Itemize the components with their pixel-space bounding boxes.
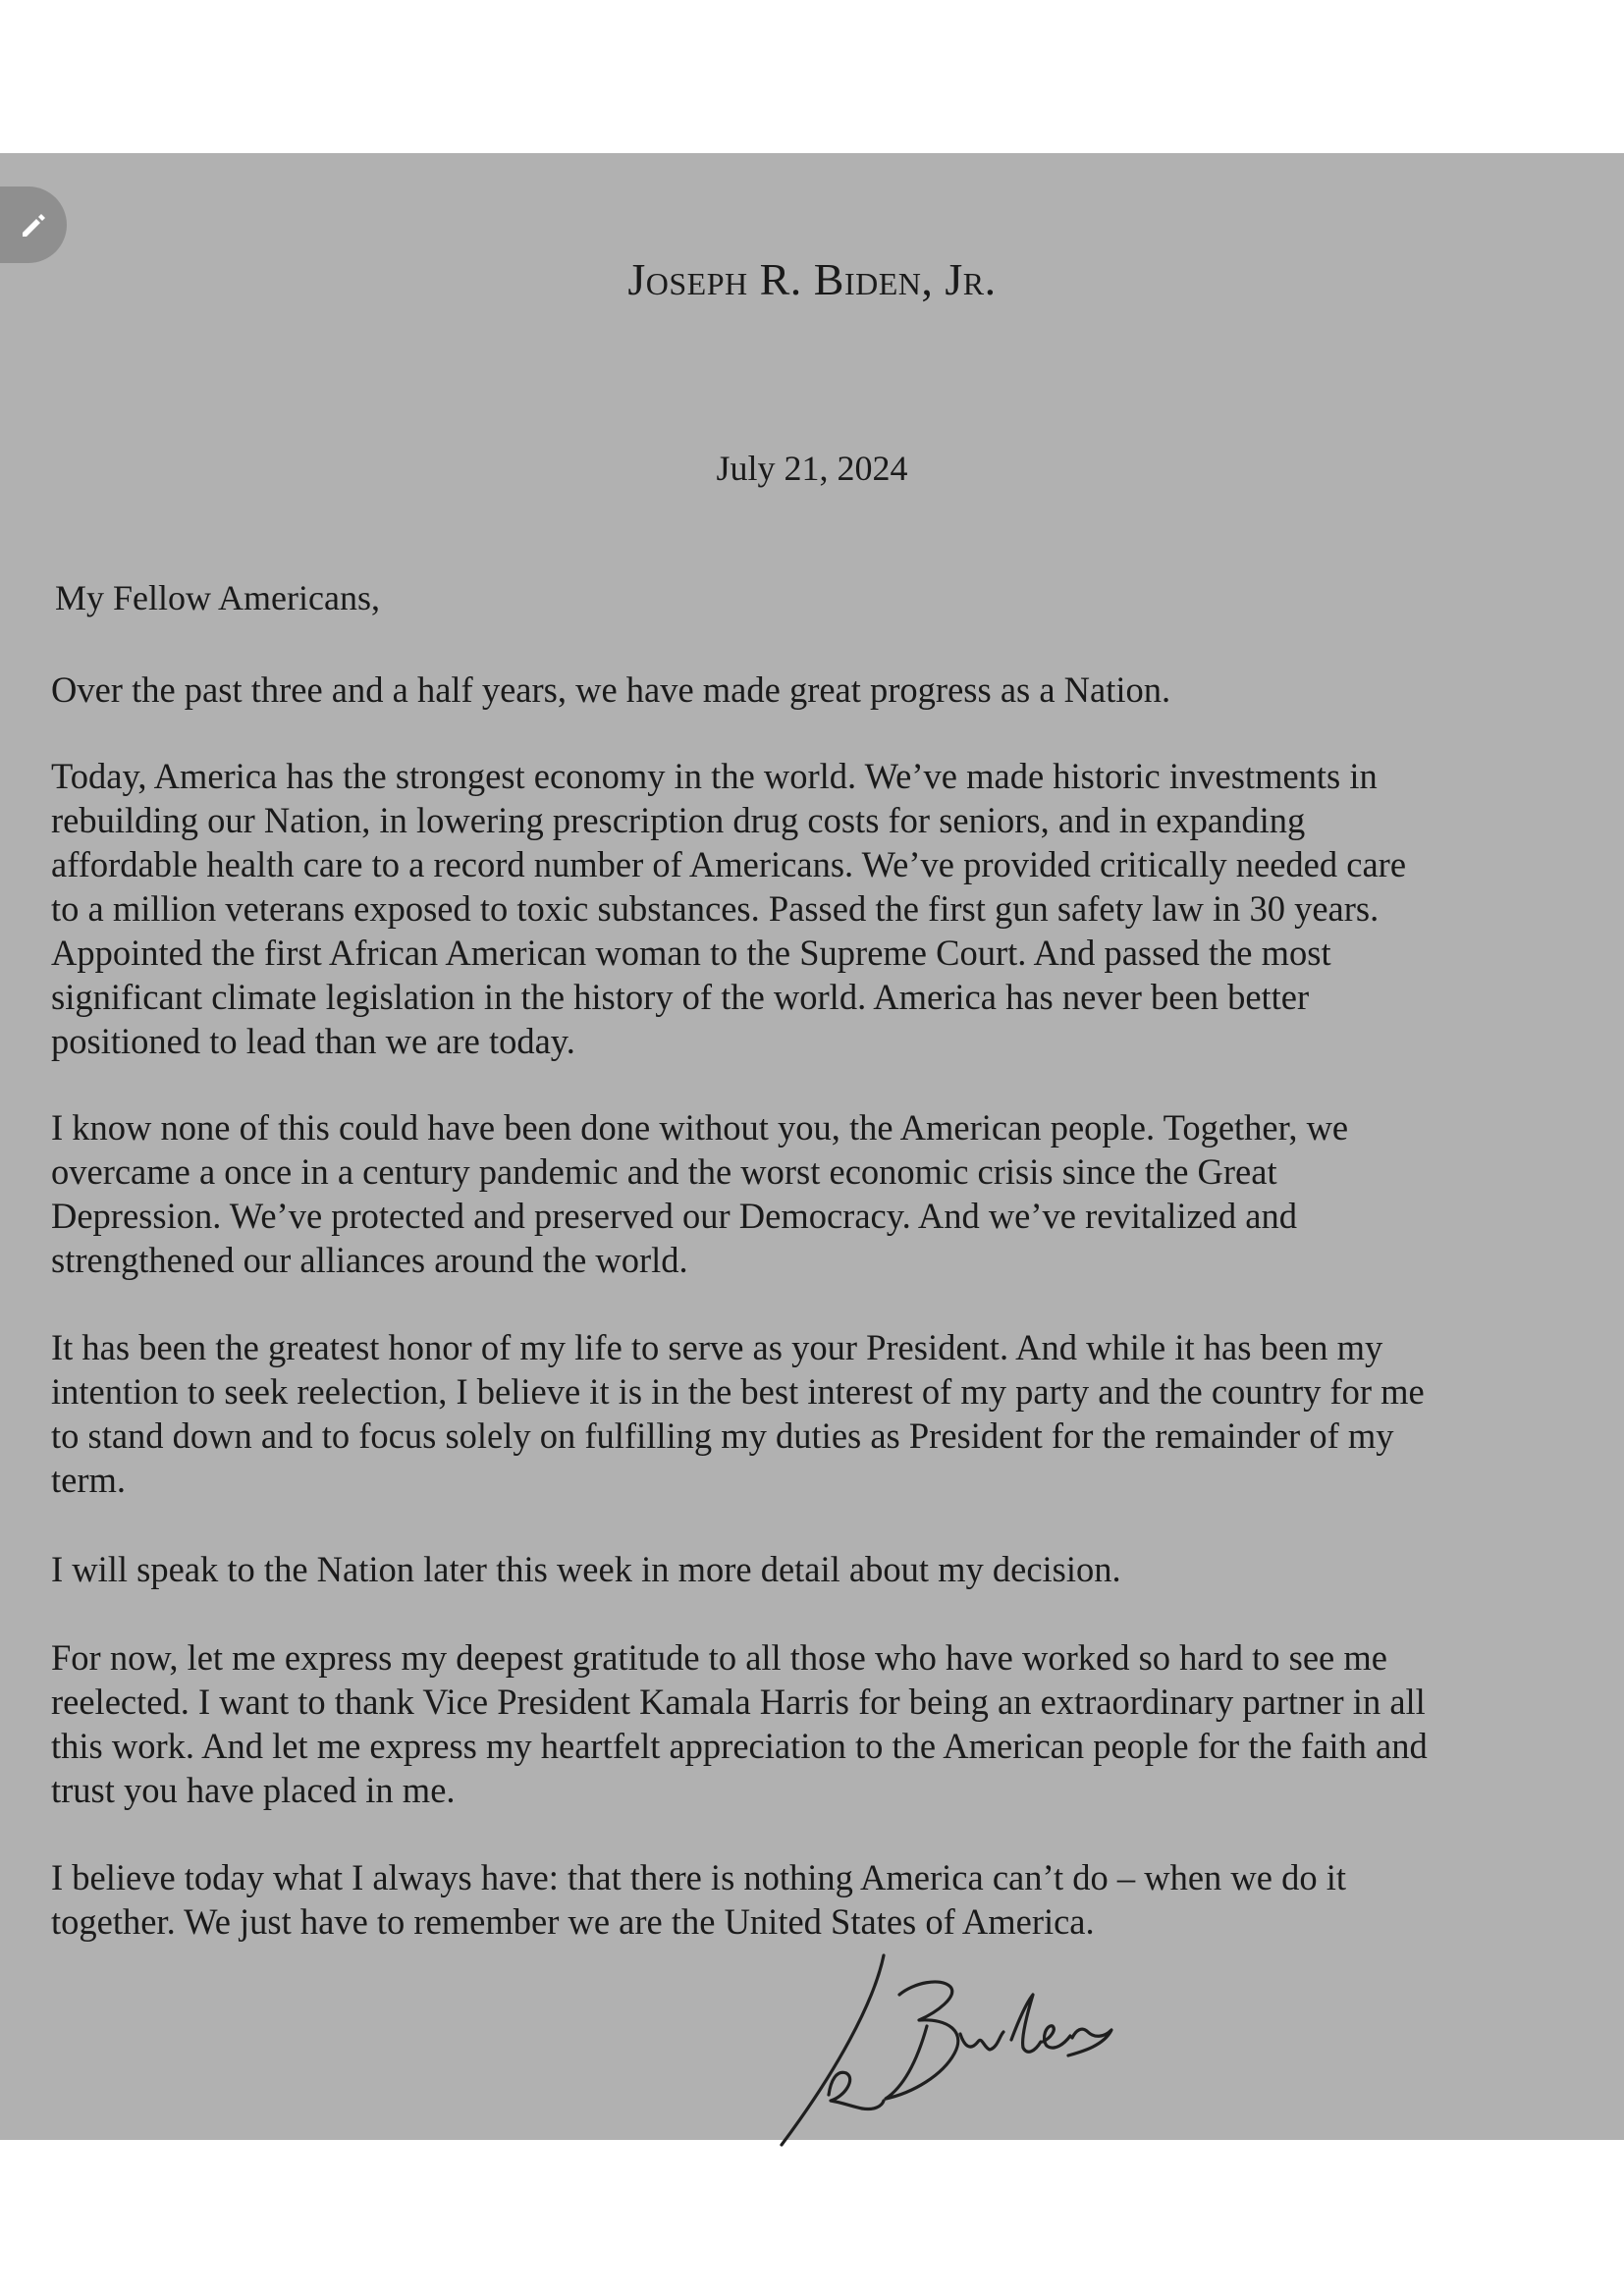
paragraph-decision (51, 1325, 1425, 1502)
paragraph-closing (51, 1855, 1346, 1944)
paragraph-progress (51, 667, 1170, 712)
text-line: rebuilding our Nation, in lowering prescription drug costs for seniors, and in expanding (51, 800, 1306, 840)
text-line: For now, let me express my deepest gratitude to all those who have worked so hard to see me (51, 1637, 1387, 1678)
text-line: Appointed the first African American woman to the Supreme Court. And passed the most (51, 933, 1331, 973)
text-line: I know none of this could have been done without you, the American people. Together, we (51, 1107, 1349, 1148)
text-line: I believe today what I always have: that there is nothing America can’t do – when we do it (51, 1857, 1347, 1897)
letter-date: July 21, 2024 (716, 449, 908, 488)
text-line: It has been the greatest honor of my life to serve as your President. And while it has been my (51, 1327, 1383, 1367)
signature (727, 1944, 1198, 2150)
text-line: strengthened our alliances around the world. (51, 1240, 688, 1280)
text-line: affordable health care to a record number of Americans. We’ve provided critically needed care (51, 844, 1407, 884)
letterhead: Joseph R. Biden, Jr. (627, 254, 997, 304)
text-line: significant climate legislation in the history of the world. America has never been better (51, 977, 1310, 1017)
text-line: together. We just have to remember we are the United States of America. (51, 1901, 1095, 1942)
text-line: term. (51, 1460, 127, 1500)
text-line: reelected. I want to thank Vice President Kamala Harris for being an extraordinary partner in all (51, 1682, 1426, 1722)
text-line: Over the past three and a half years, we have made great progress as a Nation. (51, 669, 1171, 710)
text-line: I will speak to the Nation later this week in more detail about my decision. (51, 1549, 1121, 1589)
paragraph-gratitude (51, 1635, 1428, 1812)
paragraph-achievements (51, 754, 1406, 1063)
paragraph-together (51, 1105, 1348, 1282)
text-line: Depression. We’ve protected and preserved our Democracy. And we’ve revitalized and (51, 1196, 1297, 1236)
pencil-icon (16, 207, 51, 242)
text-line: Today, America has the strongest economy in the world. We’ve made historic investments in (51, 756, 1378, 796)
paragraph-speak (51, 1547, 1121, 1591)
text-line: trust you have placed in me. (51, 1770, 456, 1810)
text-line: positioned to lead than we are today. (51, 1021, 575, 1061)
text-line: this work. And let me express my heartfelt appreciation to the American people for the faith and (51, 1726, 1428, 1766)
text-line: to a million veterans exposed to toxic substances. Passed the first gun safety law in 30 years. (51, 888, 1380, 929)
greeting: My Fellow Americans, (55, 578, 380, 617)
text-line: to stand down and to focus solely on fulfilling my duties as President for the remainder of my (51, 1415, 1394, 1456)
text-line: intention to seek reelection, I believe it is in the best interest of my party and the country for me (51, 1371, 1425, 1412)
text-line: overcame a once in a century pandemic and the worst economic crisis since the Great (51, 1151, 1277, 1192)
